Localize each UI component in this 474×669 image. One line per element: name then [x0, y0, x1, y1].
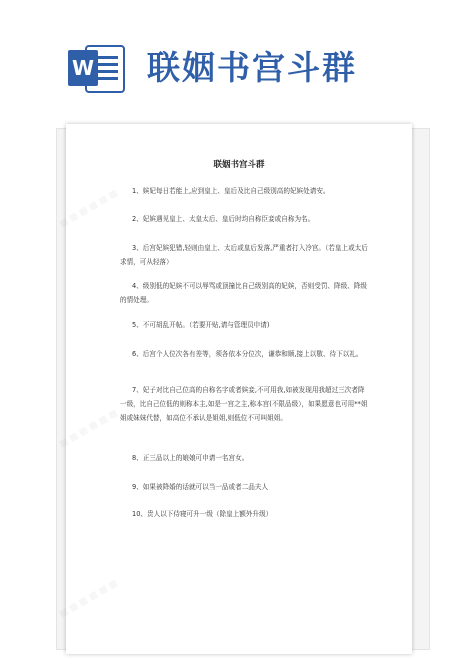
watermark: ▦ ▦ ▦ ▦ ▦ ▦	[57, 578, 120, 620]
rule-item: 3、后宫妃嫔犯错,轻则由皇上、太后或皇后发落,严重者打入冷宫。（若皇上或太后求情，可从轻落）	[120, 244, 368, 266]
page-header	[0, 0, 474, 120]
rule-item: 5、不可胡乱开帖。（若要开贴,请与管理员申请)	[132, 321, 270, 329]
header-title: 联姻书宫斗群	[147, 48, 357, 87]
watermark: ▦ ▦ ▦ ▦ ▦ ▦	[57, 408, 120, 450]
rule-item: 8、正三品以上的娘娘可申请一名宫女。	[132, 454, 249, 462]
rule-item: 10、贵人以下侍寝可升一级（除皇上额外升级）	[132, 510, 273, 518]
rule-item: 2、妃嫔遇见皇上、太皇太后、皇后时均自称臣妾或自称为名。	[132, 215, 315, 223]
rule-item: 6、后宫个人位次各有差等，须各依本分位次，谦恭和顺,接上以敬、待下以礼。	[132, 350, 363, 358]
document-page	[57, 124, 412, 654]
rule-item: 7、妃子对比自己位高的自称名字或者嫔妾,不可用我,如被发现用我超过三次者降一级，比自己位低的则称本主,如是一宫之主,称本宫(不限品级），如果愿意也可用**姐姐或妹妹代替，如高位不承认是姐姐,则低位不可叫姐姐。	[120, 386, 368, 422]
word-document-icon	[66, 40, 126, 96]
watermark: ▦ ▦ ▦ ▦ ▦ ▦	[57, 188, 120, 230]
rule-item: 1、嫔妃每日若能上,应到皇上、皇后及比自己级别高的妃嫔处请安。	[132, 187, 330, 195]
rule-item: 9、如果被降婚的话就可以当一品或者二品夫人	[132, 483, 269, 491]
svg-text:W: W	[71, 56, 95, 80]
rule-item: 4、级别低的妃嫔不可以辱骂或顶撞比自己级别高的妃嫔，否则受罚、降级、降级的情处理。	[120, 282, 367, 304]
document-title: 联姻书宫斗群	[213, 160, 265, 170]
